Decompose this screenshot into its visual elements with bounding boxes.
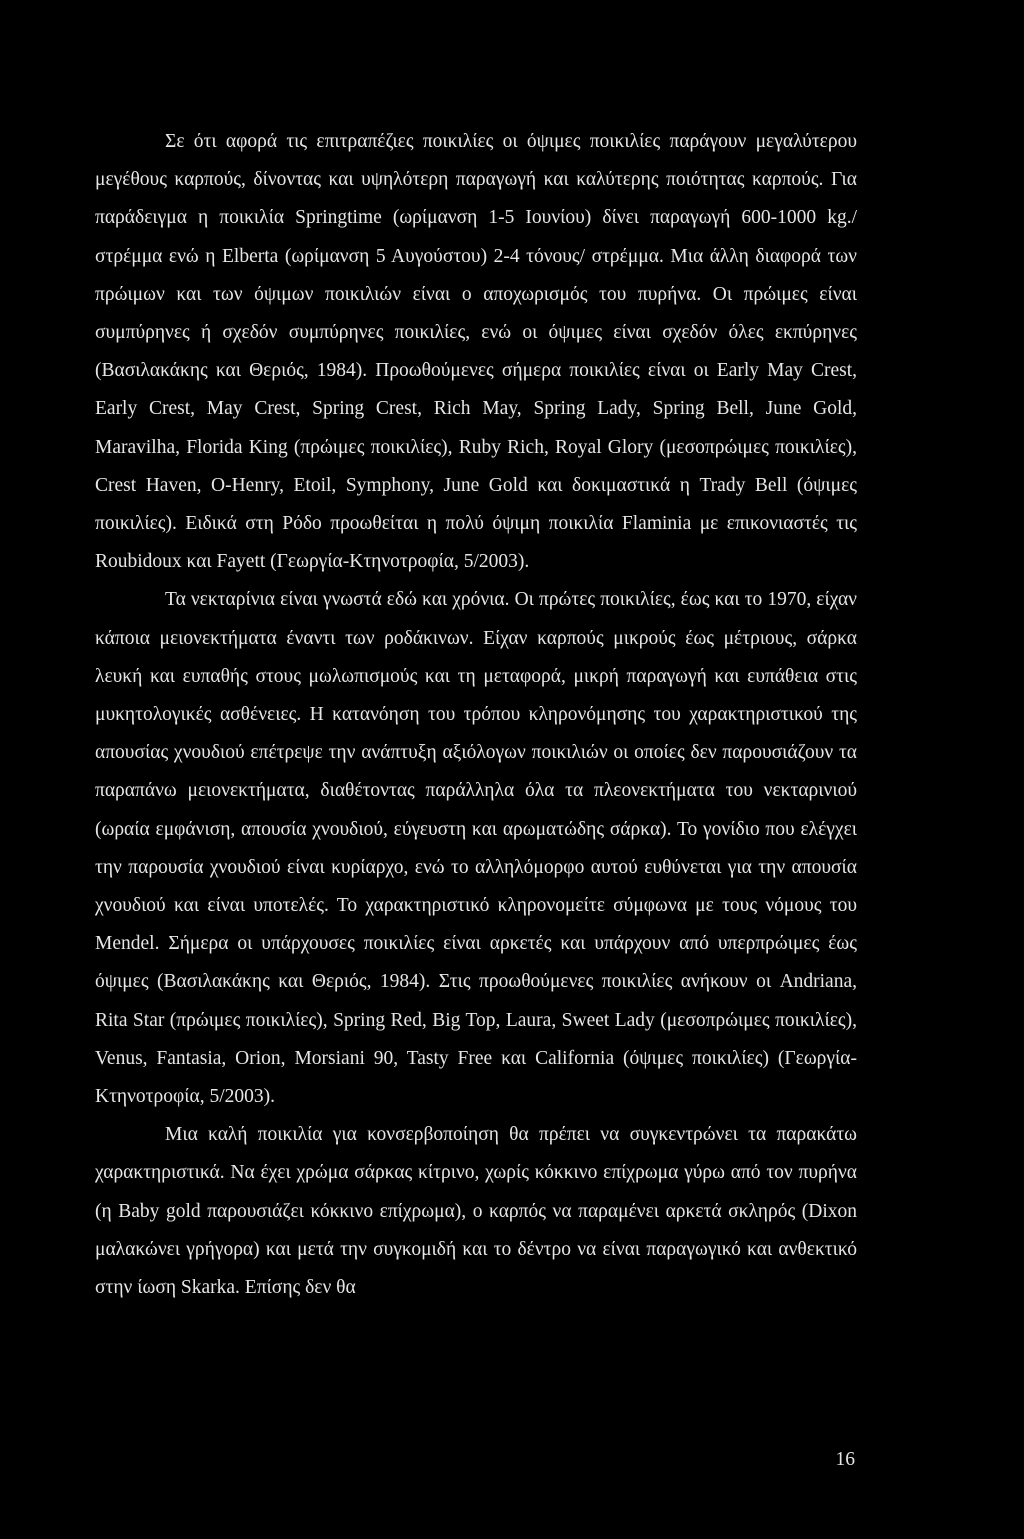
paragraph-nectarines: Τα νεκταρίνια είναι γνωστά εδώ και χρόνια. Οι πρώτες ποικιλίες, έως και το 1970, είχαν κάποια μειονεκτήματα έναντι των ροδάκινων. Είχαν καρπούς μικρούς έως μέτριους, σάρκα λευκή και ευπαθής στους μωλωπισμούς και τη μεταφορά, μικρή παραγωγή και ευπάθεια στις μυκητολογικές ασθένειες. Η κατανόηση του τρόπου κληρονόμησης του χαρακτηριστικού της απουσίας χνουδιού επέτρεψε την ανάπτυξη αξιόλογων ποικιλιών οι οποίες δεν παρουσιάζουν τα παραπάνω μειονεκτήματα, διαθέτοντας παράλληλα όλα τα πλεονεκτήματα του νεκταρινιού (ωραία εμφάνιση, απουσία χνουδιού, εύγευστη και αρωματώδης σάρκα). Το γονίδιο που ελέγχει την παρουσία χνουδιού είναι κυρίαρχο, ενώ το αλληλόμορφο αυτού ευθύνεται για την απουσία χνουδιού και είναι υποτελές. Το χαρακτηριστικό κληρονομείτε σύμφωνα με τους νόμους του Mendel. Σήμερα οι υπάρχουσες ποικιλίες είναι αρκετές και υπάρχουν από υπερπρώιμες έως όψιμες (Βασιλακάκης και Θεριός, 1984). Στις προωθούμενες ποικιλίες ανήκουν οι Andriana, Rita Star (πρώιμες ποικιλίες), Spring Red, Big Top, Laura, Sweet Lady (μεσοπρώιμες ποικιλίες), Venus, Fantasia, Orion, Morsiani 90, Tasty Free και California (όψιμες ποικιλίες) (Γεωργία-Κτηνοτροφία, 5/2003). — [95, 589, 857, 1108]
page-number: 16 — [835, 1449, 855, 1470]
document-body — [95, 123, 857, 1307]
paragraph-canning-varieties: Μια καλή ποικιλία για κονσερβοποίηση θα πρέπει να συγκεντρώνει τα παρακάτω χαρακτηριστικά. Να έχει χρώμα σάρκας κίτρινο, χωρίς κόκκινο επίχρωμα γύρω από τον πυρήνα (η Baby gold παρουσιάζει κόκκινο επίχρωμα), ο καρπός να παραμένει αρκετά σκληρός (Dixon μαλακώνει γρήγορα) και μετά την συγκομιδή και το δέντρο να είναι παραγωγικό και ανθεκτικό στην ίωση Skarka. Επίσης δεν θα — [95, 1124, 857, 1299]
paragraph-table-varieties: Σε ότι αφορά τις επιτραπέζιες ποικιλίες οι όψιμες ποικιλίες παράγουν μεγαλύτερου μεγέθους καρπούς, δίνοντας και υψηλότερη παραγωγή και καλύτερης ποιότητας καρπούς. Για παράδειγμα η ποικιλία Springtime (ωρίμανση 1-5 Ιουνίου) δίνει παραγωγή 600-1000 kg./ στρέμμα ενώ η Elberta (ωρίμανση 5 Αυγούστου) 2-4 τόνους/ στρέμμα. Μια άλλη διαφορά των πρώιμων και των όψιμων ποικιλιών είναι ο αποχωρισμός του πυρήνα. Οι πρώιμες είναι συμπύρηνες ή σχεδόν συμπύρηνες ποικιλίες, ενώ οι όψιμες είναι σχεδόν όλες εκπύρηνες (Βασιλακάκης και Θεριός, 1984). Προωθούμενες σήμερα ποικιλίες είναι οι Early May Crest, Early Crest, May Crest, Spring Crest, Rich May, Spring Lady, Spring Bell, June Gold, Maravilha, Florida King (πρώιμες ποικιλίες), Ruby Rich, Royal Glory (μεσοπρώιμες ποικιλίες), Crest Haven, O-Henry, Etoil, Symphony, June Gold και δοκιμαστικά η Trady Bell (όψιμες ποικιλίες). Ειδικά στη Ρόδο προωθείται η πολύ όψιμη ποικιλία Flaminia με επικονιαστές τις Roubidoux και Fayett (Γεωργία-Κτηνοτροφία, 5/2003). — [95, 131, 857, 573]
